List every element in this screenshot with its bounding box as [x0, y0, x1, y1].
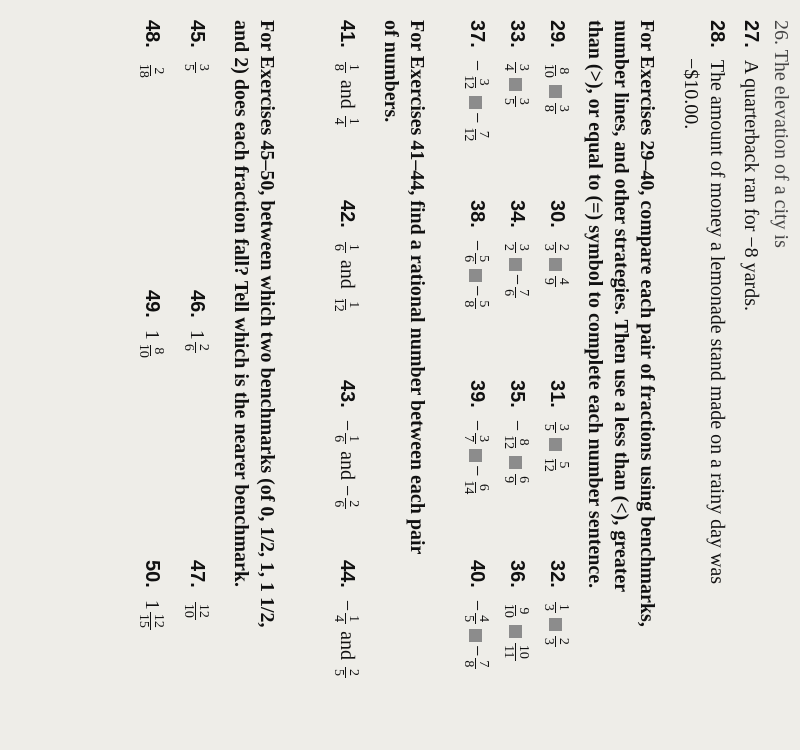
numerator: 12: [151, 613, 166, 628]
denominator: 14: [461, 480, 476, 495]
numerator: 1: [346, 117, 361, 125]
fraction: [541, 420, 571, 435]
numerator: 5: [556, 461, 571, 469]
fraction-stack: [501, 96, 530, 107]
denominator: 12: [541, 457, 556, 472]
denominator: 4: [331, 117, 346, 125]
fraction: [136, 599, 166, 632]
answer-box: [549, 618, 562, 631]
fraction-stack: [331, 116, 360, 127]
fraction-stack: [501, 643, 530, 661]
and-word: and: [335, 446, 358, 485]
exercise-35: [501, 380, 530, 487]
exercise-27: [739, 20, 762, 311]
fraction-stack: [331, 296, 360, 314]
answer-box: [509, 456, 522, 469]
minus-sign: −: [465, 599, 488, 612]
denominator: 5: [181, 63, 196, 71]
fraction: [501, 273, 531, 300]
denominator: 10: [541, 63, 556, 78]
exercise-number: 48.: [140, 20, 163, 48]
fraction-stack: [541, 242, 570, 253]
fraction-stack: [541, 602, 570, 613]
denominator: 8: [461, 300, 476, 308]
and-word: and: [335, 254, 358, 294]
minus-sign: −: [465, 112, 488, 124]
answer-box: [509, 258, 522, 271]
page-content: [0, 20, 800, 720]
exercise-48: [136, 20, 165, 82]
fraction-stack: [181, 62, 210, 73]
numerator: 4: [556, 277, 571, 285]
fraction-stack: [331, 433, 360, 444]
heading-line: and 2) does each fraction fall? Tell which is the nearer benchmark.: [230, 20, 252, 588]
exercise-32: [541, 560, 570, 649]
exercise-number: 35.: [505, 380, 528, 408]
denominator: 12: [501, 435, 516, 450]
fraction: [181, 329, 211, 355]
heading-line: of numbers.: [380, 20, 402, 123]
exercise-30: [541, 200, 570, 289]
fraction: [501, 600, 531, 622]
exercise-34: [501, 200, 530, 300]
minus-sign: −: [465, 419, 488, 432]
denominator: 3: [541, 243, 556, 251]
minus-sign: −: [505, 273, 528, 286]
exercise-number: 43.: [335, 380, 358, 408]
answer-box: [469, 629, 482, 642]
exercise-number: 44.: [335, 560, 358, 588]
denominator: 3: [541, 637, 556, 645]
fraction: [331, 484, 361, 511]
numerator: 8: [151, 347, 166, 355]
exercise-number: 45.: [185, 20, 208, 48]
fraction-stack: [541, 422, 570, 433]
exercise-number: 42.: [335, 200, 358, 228]
denominator: 9: [501, 476, 516, 484]
exercise-number: 28.: [706, 20, 728, 48]
exercise-28-line2: −$10.00.: [680, 58, 702, 130]
exercise-text: A quarterback ran for −8 yards.: [740, 59, 762, 311]
fraction: [461, 112, 491, 145]
exercise-38: [461, 200, 490, 311]
exercise-31: [541, 380, 570, 476]
answer-box: [549, 258, 562, 271]
fraction: [331, 240, 361, 255]
fraction: [181, 60, 211, 75]
answer-box: [549, 85, 562, 98]
exercise-28: [705, 20, 728, 584]
exercise-49: [136, 290, 165, 362]
fraction: [136, 329, 166, 362]
denominator: 10: [181, 603, 196, 618]
exercise-number: 30.: [545, 200, 568, 228]
exercise-36: [501, 560, 530, 663]
numerator: 2: [346, 500, 361, 508]
exercise-number: 41.: [335, 20, 358, 48]
answer-box: [469, 269, 482, 282]
section-heading-45-50: [228, 20, 280, 720]
fraction-stack: [461, 478, 490, 496]
numerator: 1: [346, 63, 361, 71]
minus-sign: −: [465, 59, 488, 72]
fraction-stack: [331, 62, 360, 73]
denominator: 6: [331, 243, 346, 251]
fraction: [331, 114, 361, 129]
fraction: [501, 472, 531, 487]
answer-box: [509, 625, 522, 638]
numerator: 2: [556, 243, 571, 251]
fraction-stack: [461, 433, 490, 444]
denominator: 2: [501, 243, 516, 251]
exercise-number: 36.: [505, 560, 528, 588]
fraction-stack: [461, 73, 490, 91]
and-word: and: [335, 74, 358, 114]
answer-box: [469, 96, 482, 109]
fraction-stack: [181, 342, 210, 353]
fraction-stack: [541, 103, 570, 114]
exercise-50: [136, 560, 165, 632]
fraction: [461, 599, 491, 626]
fraction: [331, 599, 361, 626]
denominator: 15: [136, 613, 151, 628]
numerator: 3: [516, 97, 531, 105]
exercise-37: [461, 20, 490, 145]
answer-box: [509, 78, 522, 91]
fraction: [501, 240, 531, 255]
denominator: 12: [461, 127, 476, 142]
fraction-stack: [541, 456, 570, 474]
fraction: [501, 641, 531, 663]
fraction: [331, 419, 361, 446]
denominator: 5: [331, 668, 346, 676]
denominator: 6: [501, 289, 516, 297]
answer-box: [469, 449, 482, 462]
exercise-number: 29.: [545, 20, 568, 48]
numerator: 9: [516, 607, 531, 615]
fraction-stack: [501, 433, 530, 451]
whole-part: 1: [140, 329, 163, 340]
exercise-number: 31.: [545, 380, 568, 408]
heading-line: For Exercises 45–50, between which two benchmarks (of 0, 1/2, 1, 1 1/2,: [256, 20, 278, 628]
fraction: [136, 60, 166, 82]
whole-part: 1: [140, 599, 163, 610]
fraction-stack: [136, 62, 165, 80]
numerator: 7: [476, 660, 491, 668]
fraction-stack: [501, 602, 530, 620]
numerator: 3: [556, 104, 571, 112]
exercise-number: 46.: [185, 290, 208, 318]
numerator: 2: [346, 668, 361, 676]
exercise-text-line1: The amount of money a lemonade stand made on a rainy day was: [706, 59, 728, 585]
denominator: 8: [541, 104, 556, 112]
exercise-39: [461, 380, 490, 498]
section-heading-29-40: [582, 20, 660, 720]
numerator: 1: [346, 435, 361, 443]
denominator: 11: [501, 645, 516, 659]
fraction: [501, 94, 531, 109]
heading-line: number lines, and other strategies. Then use a less than (<), greater: [610, 20, 632, 593]
denominator: 6: [461, 255, 476, 263]
numerator: 1: [556, 603, 571, 611]
fraction: [331, 60, 361, 75]
fraction-stack: [331, 613, 360, 624]
fraction: [461, 285, 491, 311]
heading-line: For Exercises 41–44, find a rational number between each pair: [406, 20, 428, 555]
exercise-41: [331, 20, 360, 129]
exercise-number: 34.: [505, 200, 528, 228]
heading-line: than (>), or equal to (=) symbol to complete each number sentence.: [584, 20, 606, 589]
exercise-number: 37.: [465, 20, 488, 48]
fraction: [541, 600, 571, 615]
whole-part: 1: [185, 329, 208, 340]
numerator: 7: [476, 130, 491, 138]
answer-box: [549, 438, 562, 451]
denominator: 5: [541, 423, 556, 431]
fraction-stack: [461, 658, 490, 669]
fraction: [541, 454, 571, 476]
numerator: 12: [196, 603, 211, 618]
denominator: 4: [501, 63, 516, 71]
numerator: 5: [476, 255, 491, 263]
numerator: 3: [556, 423, 571, 431]
numerator: 1: [346, 301, 361, 309]
fraction: [461, 239, 491, 266]
fraction-stack: [136, 342, 165, 360]
fraction-stack: [501, 242, 530, 253]
denominator: 5: [461, 615, 476, 623]
exercise-29: [541, 20, 570, 116]
minus-sign: −: [335, 599, 358, 612]
minus-sign: −: [505, 419, 528, 432]
exercise-43: [331, 380, 360, 511]
exercise-45: [181, 20, 210, 75]
numerator: 3: [476, 78, 491, 86]
denominator: 12: [461, 75, 476, 90]
fraction-stack: [331, 498, 360, 509]
fraction-stack: [331, 667, 360, 678]
cut-off-line: 26. The elevation of a city is: [770, 20, 792, 248]
fraction: [461, 419, 491, 446]
numerator: 8: [516, 438, 531, 446]
minus-sign: −: [465, 645, 488, 657]
and-word: and: [335, 626, 358, 665]
exercise-number: 38.: [465, 200, 488, 228]
numerator: 2: [556, 637, 571, 645]
fraction: [541, 60, 571, 82]
fraction-stack: [461, 298, 490, 309]
fraction-stack: [461, 613, 490, 624]
denominator: 18: [136, 63, 151, 78]
denominator: 9: [541, 277, 556, 285]
fraction-stack: [331, 242, 360, 253]
denominator: 10: [501, 603, 516, 618]
fraction: [461, 465, 491, 498]
numerator: 4: [476, 615, 491, 623]
numerator: 3: [476, 435, 491, 443]
exercise-number: 50.: [140, 560, 163, 588]
minus-sign: −: [465, 465, 488, 477]
exercise-number: 33.: [505, 20, 528, 48]
denominator: 4: [331, 615, 346, 623]
fraction-stack: [461, 253, 490, 264]
fraction: [541, 101, 571, 116]
fraction: [541, 274, 571, 289]
exercise-47: [181, 560, 210, 622]
fraction: [501, 419, 531, 453]
denominator: 6: [331, 500, 346, 508]
fraction: [331, 665, 361, 680]
denominator: 10: [136, 343, 151, 358]
exercise-number: 27.: [740, 20, 762, 48]
exercise-42: [331, 200, 360, 316]
numerator: 3: [516, 243, 531, 251]
fraction-stack: [501, 474, 530, 485]
numerator: 5: [476, 300, 491, 308]
exercise-number: 47.: [185, 560, 208, 588]
fraction-stack: [541, 636, 570, 647]
numerator: 8: [556, 67, 571, 75]
fraction-stack: [541, 62, 570, 80]
numerator: 3: [196, 63, 211, 71]
fraction-stack: [181, 602, 210, 620]
fraction: [461, 59, 491, 93]
fraction-stack: [461, 125, 490, 143]
numerator: 6: [476, 483, 491, 491]
fraction: [181, 600, 211, 622]
denominator: 6: [181, 343, 196, 351]
numerator: 3: [516, 63, 531, 71]
denominator: 8: [331, 63, 346, 71]
minus-sign: −: [465, 285, 488, 297]
fraction-stack: [501, 62, 530, 73]
denominator: 3: [541, 603, 556, 611]
exercise-44: [331, 560, 360, 680]
fraction: [541, 240, 571, 255]
numerator: 7: [516, 289, 531, 297]
numerator: 1: [346, 615, 361, 623]
minus-sign: −: [335, 419, 358, 432]
fraction: [461, 645, 491, 671]
exercise-number: 40.: [465, 560, 488, 588]
fraction: [501, 60, 531, 75]
numerator: 10: [516, 644, 531, 659]
section-heading-41-44: [378, 20, 430, 720]
fraction-stack: [541, 276, 570, 287]
numerator: 2: [151, 67, 166, 75]
exercise-number: 32.: [545, 560, 568, 588]
exercise-33: [501, 20, 530, 109]
denominator: 12: [331, 297, 346, 312]
exercise-number: 39.: [465, 380, 488, 408]
minus-sign: −: [335, 484, 358, 497]
denominator: 8: [461, 660, 476, 668]
numerator: 2: [196, 343, 211, 351]
numerator: 1: [346, 243, 361, 251]
denominator: 6: [331, 435, 346, 443]
exercise-40: [461, 560, 490, 671]
minus-sign: −: [465, 239, 488, 252]
fraction-stack: [501, 287, 530, 298]
numerator: 6: [516, 476, 531, 484]
fraction-stack: [136, 612, 165, 630]
fraction: [541, 634, 571, 649]
exercise-46: [181, 290, 210, 355]
denominator: 7: [461, 435, 476, 443]
denominator: 5: [501, 97, 516, 105]
exercise-number: 49.: [140, 290, 163, 318]
heading-line: For Exercises 29–40, compare each pair of fractions using benchmarks,: [636, 20, 658, 627]
fraction: [331, 294, 361, 316]
